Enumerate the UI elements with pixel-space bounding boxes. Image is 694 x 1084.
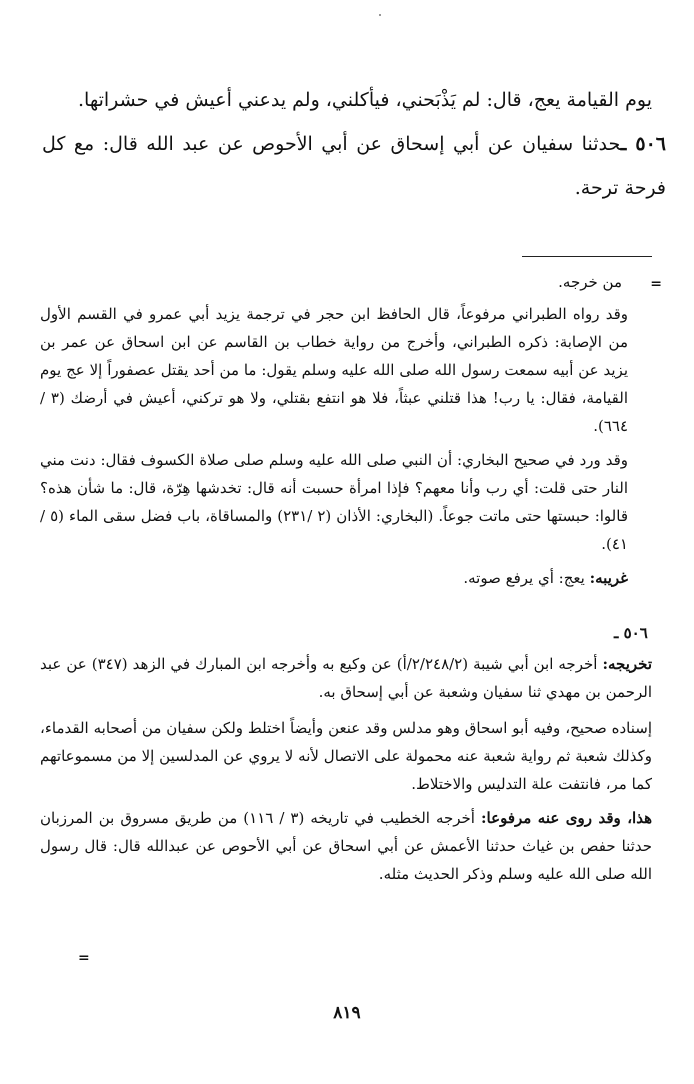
hadith-number-506: ٥٠٦ ـ [620, 133, 666, 155]
footnote-divider [522, 256, 652, 257]
footnotes-506 [40, 650, 652, 892]
footnote-takhrij [40, 650, 652, 706]
marfu-label: هذا، وقد روى عنه مرفوعا: [481, 809, 653, 827]
main-text [42, 78, 666, 210]
main-paragraph-2 [42, 122, 666, 210]
takhrij-label: تخريجه: [602, 655, 653, 673]
gharib-text: يعج: أي يرفع صوته. [463, 569, 585, 587]
hadith-506-text: حدثنا سفيان عن أبي إسحاق عن أبي الأحوص عن عبد الله قال: مع كل فرحة ترحة. [42, 133, 666, 199]
footnote-bukhari: وقد ورد في صحيح البخاري: أن النبي صلى الله عليه وسلم صلى صلاة الكسوف فقال: دنت مني النار حتى قلت: أي رب وأنا معهم؟ فإذا امرأة حسبت أنه قال: تخدشها هِرّة، قال: ما شأن هذه؟ قالوا: حبستها حتى ماتت جوعاً. (البخاري: الأذان (٢ /٢٣١) والمساقاة، باب فضل سقى الماء (٥ /٤١). [40, 451, 628, 553]
footnote-intro: من خرجه. [558, 273, 622, 291]
marfu-text: أخرجه الخطيب في تاريخه (٣ / ١١٦) من طريق مسروق بن المرزبان حدثنا حفص بن غياث حدثنا الأعمش عن أبي اسحاق عن أبي الأحوص عن عبدالله قال: قال رسول الله صلى الله عليه وسلم وذكر الحديث مثله. [40, 809, 652, 883]
takhrij-text: أخرجه ابن أبي شيبة (٢/٢٤٨/٢/أ) عن وكيع به وأخرجه ابن المبارك في الزهد (٣٤٧) عن عبد الرحمن بن مهدي ثنا سفيان وشعبة عن أبي إسحاق به. [40, 655, 652, 701]
footnote-marfu [40, 804, 652, 888]
footnote-tabarani: وقد رواه الطبراني مرفوعاً، قال الحافظ ابن حجر في ترجمة يزيد أبي عمرو في القسم الأول من الإصابة: ذكره الطبراني، وأخرج من رواية خطاب بن القاسم عن ابن اسحاق عن عمر بن يزيد عن أبيه سمعت رسول الله صلى الله عليه وسلم يقول: ما من أحد يقتل عصفوراً إلا عج يوم القيامة، فقال: يا رب! هذا قتلني عبثاً، فلا هو انتفع بقتلي، ولا هو تركني، أعيش في أرضك (٣ / ٦٦٤). [40, 305, 628, 435]
page-number: ٨١٩ [333, 1003, 361, 1023]
end-continuation-marker: = [78, 950, 90, 966]
footnote-gharib [40, 564, 652, 592]
footnotes-505 [40, 268, 652, 596]
footnote-isnad: إسناده صحيح، وفيه أبو اسحاق وهو مدلس وقد عنعن وأيضاً اختلط ولكن سفيان من أصحابه القدماء، وكذلك شعبة ثم رواية شعبة عنه محمولة على الاتصال لأنه لا يروي عن المدلسين إلا من مسموعاتهم كما مر، فانتفت علة التدليس والاختلاط. [40, 719, 652, 793]
main-paragraph-1: يوم القيامة يعج، قال: لم يَذْبَحني، فيأكلني، ولم يدعني أعيش في حشراتها. [78, 89, 652, 111]
footnote-hadith-number: ٥٠٦ ـ [614, 624, 648, 642]
specks [379, 14, 381, 16]
continuation-marker: = [650, 276, 662, 292]
gharib-label: غريبه: [589, 569, 628, 587]
